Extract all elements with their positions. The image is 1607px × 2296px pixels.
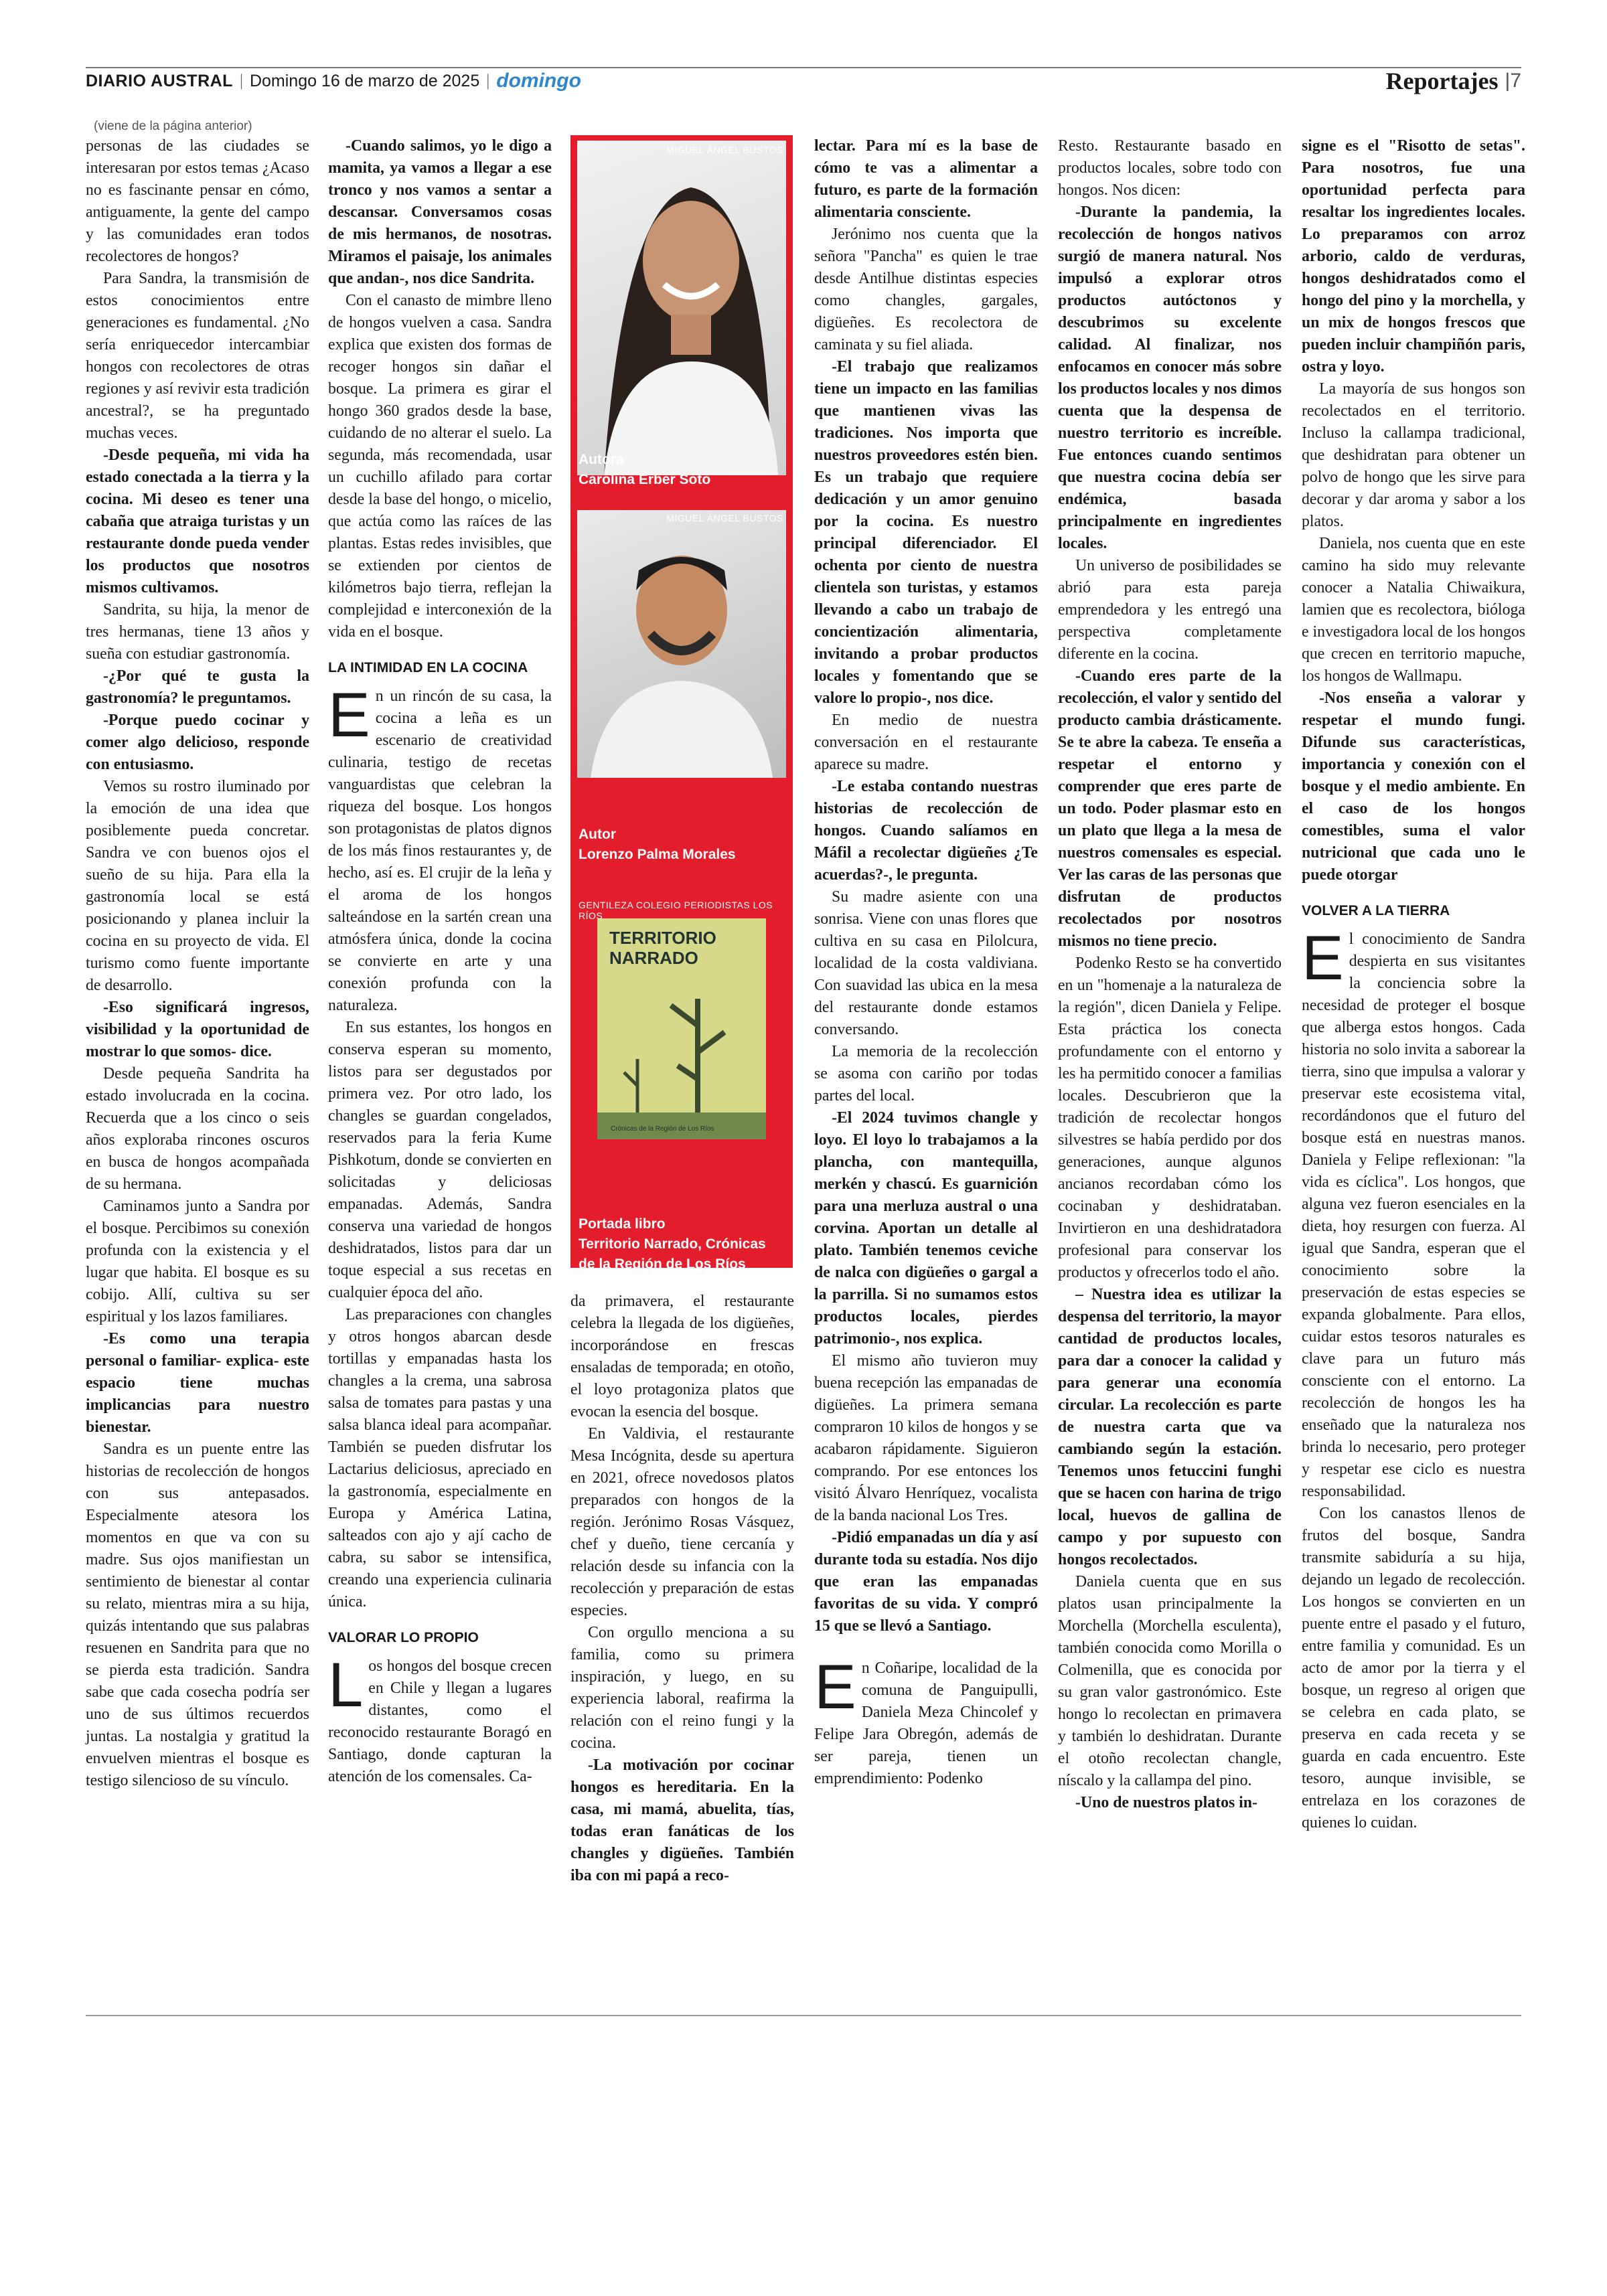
issue-date: Domingo 16 de marzo de 2025	[249, 71, 480, 90]
paragraph-with-dropcap: En Coñaripe, localidad de la comuna de Panguipulli, Daniela Meza Chincolef y Felipe Jara Obregón, además de ser pareja, tienen un emprendimiento: Podenko	[814, 1651, 1038, 1787]
paragraph: personas de las ciudades se interesaran por estos temas ¿Acaso no es fascinante pensar en cómo, antiguamente, la gente del campo y las comunidades eran todos recolectores de hongos?	[86, 137, 309, 265]
paragraph: Daniela cuenta que en sus platos usan principalmente la Morchella (Morchella esculenta), también conocida como Morilla o Colmenilla, que es conocida por su gran valor gastronómico. Este hongo lo recolectan en primavera y también lo deshidratan. Durante el otoño recolectan changle, níscalo y la callampa del pino.	[1058, 1573, 1282, 1789]
section-heading: VALORAR LO PROPIO	[328, 1630, 479, 1645]
paragraph: Jerónimo nos cuenta que la señora "Pancha" es quien le trae desde Antilhue distintas especies como changles, gargales, digüeñes. Es recolectora de caminata y su fiel aliada.	[814, 226, 1038, 353]
paragraph-with-dropcap: En un rincón de su casa, la cocina a leña es un escenario de creatividad culinaria, testigo de recetas vanguardistas que celebran la riqueza del bosque. Los hongos son protagonistas de platos dignos de los más finos restaurantes y, de hecho, así es. El crujir de la leña y el aroma de los hongos salteándose en la sartén crean una atmósfera única, donde la cocina se convierte en arte y una conexión profunda con la naturaleza.	[328, 679, 552, 1014]
page-number: |7	[1505, 70, 1521, 92]
paragraph-with-dropcap: Los hongos del bosque crecen en Chile y llegan a lugares distantes, como el reconocido restaurante Boragó en Santiago, donde capturan la atención de los comensales. Ca-	[328, 1649, 552, 1785]
paragraph: En Valdivia, el restaurante Mesa Incógnita, desde su apertura en 2021, ofrece novedosos platos preparados con hongos de la región. Jerónimo Rosas Vásquez, chef y dueño, tiene cercanía y relación desde su infancia con la recolección y preparación de estas especies.	[570, 1425, 794, 1619]
drop-cap: E	[328, 679, 370, 750]
header-rule	[86, 67, 1521, 68]
paragraph: Sandra es un puente entre las historias de recolección de hongos con sus antepasados. Especialmente atesora los momentos en que va con su madre. Sus ojos manifiestan un sentimiento de bienestar al contar su relato, mientras mira a su hija, quizás intentando que sus palabras resuenen en Sandrita para que no se pierda esta tradición. Sandra sabe que cada cosecha podría ser uno de sus últimos recuerdos juntas. La nostalgia y gratitud la envuelven mientras el bosque es testigo silencioso de su vínculo.	[86, 1441, 309, 1789]
article-column-4	[814, 135, 1038, 1790]
drop-cap: L	[328, 1649, 364, 1720]
masthead	[86, 70, 581, 92]
paragraph: Las preparaciones con changles y otros hongos abarcan desde tortillas y empanadas hasta los changles a la crema, una sabrosa salsa de tomates para pastas y una salsa blanca ideal para acompañar. También se pueden disfrutar los Lactarius deliciosus, apreciado en la gastronomía, especialmente en Europa y América Latina, salteados con ajo y ají cacho de cabra, su sabor se intensifica, creando una experiencia culinaria única.	[328, 1306, 552, 1611]
paragraph: Su madre asiente con una sonrisa. Viene con unas flores que cultiva en su casa en Pilolcura, localidad de la costa valdiviana. Con suavidad las ubica en la mesa del restaurante donde estamos conversando.	[814, 888, 1038, 1038]
quote-paragraph: – Nuestra idea es utilizar la despensa del territorio, la mayor cantidad de productos locales, para dar a conocer la calidad y para generar una economía circular. La recolección es parte de nuestra carta que va cambiando según la estación. Tenemos unos fetuccini funghi que se hacen con harina de trigo local, huevos de gallina de campo y por supuesto con hongos recolectados.	[1058, 1286, 1282, 1568]
caption-book: Portada libro Territorio Narrado, Crónicas de la Región de Los Ríos	[579, 1216, 766, 1272]
quote-paragraph: -Desde pequeña, mi vida ha estado conectada a la tierra y la cocina. Mi deseo es tener una cabaña que atraiga turistas y un restaurante donde pueda vender los productos que nosotros mismos cultivamos.	[86, 446, 309, 596]
paragraph: Sandrita, su hija, la menor de tres hermanas, tiene 13 años y sueña con estudiar gastronomía.	[86, 601, 309, 663]
paragraph: Resto. Restaurante basado en productos locales, sobre todo con hongos. Nos dicen:	[1058, 137, 1282, 199]
article-column-3	[570, 1291, 794, 1887]
quote-paragraph: -¿Por qué te gusta la gastronomía? le preguntamos.	[86, 667, 309, 707]
quote-paragraph: -Cuando eres parte de la recolección, el valor y sentido del producto cambia drásticamente. Se te abre la cabeza. Te enseña a respetar el entorno y comprender que eres parte de un todo. Poder plasmar esto en un plato que llega a la mesa de nuestros comensales es especial. Ver las caras de las personas que disfrutan de productos recolectados por nosotros mismos no tiene precio.	[1058, 667, 1282, 950]
quote-paragraph: lectar. Para mí es la base de cómo te vas a alimentar a futuro, es parte de la formación alimentaria consciente.	[814, 137, 1038, 221]
paragraph: Caminamos junto a Sandra por el bosque. Percibimos su conexión profunda con la existencia y el lugar que habita. El bosque es su cobijo. Allí, cultiva su ser espiritual y los lazos familiares.	[86, 1198, 309, 1325]
separator: |	[239, 72, 243, 90]
quote-paragraph: -Eso significará ingresos, visibilidad y la oportunidad de mostrar lo que somos- dice.	[86, 999, 309, 1060]
paper-name: DIARIO AUSTRAL	[86, 71, 233, 90]
quote-paragraph: -Uno de nuestros platos in-	[1075, 1794, 1257, 1811]
quote-paragraph: -Es como una terapia personal o familiar- explica- este espacio tiene muchas implicancias para nuestro bienestar.	[86, 1330, 309, 1436]
paragraph: Vemos su rostro iluminado por la emoción de una idea que posiblemente pueda concretar. Sandra ve con buenos ojos el sueño de su hija. Para ella la gastronomía local se está posicionando y planea incluir la cocina en su proyecto de vida. El turismo como fuente importante de desarrollo.	[86, 778, 309, 994]
article-column-5	[1058, 135, 1282, 1814]
drop-cap: E	[1302, 922, 1344, 993]
paragraph: Desde pequeña Sandrita ha estado involucrada en la cocina. Recuerda que a los cinco o seis años exploraba rincones oscuros en busca de hongos acompañada de su hermana.	[86, 1065, 309, 1193]
paragraph: Podenko Resto se ha convertido en un "homenaje a la naturaleza de la región", dicen Daniela y Felipe. Esta práctica los conecta profundamente con el entorno y les ha permitido conocer a familias locales. Descubrieron que la tradición de recolectar hongos silvestres se había perdido por dos generaciones, aunque algunos ancianos recordaban cómo los cocinaban y deshidrataban. Invirtieron en una deshidratadora profesional para conservar los productos y ofrecerlos todo el año.	[1058, 955, 1282, 1281]
section-heading: LA INTIMIDAD EN LA COCINA	[328, 660, 528, 675]
page-category	[1386, 67, 1521, 95]
quote-paragraph: -Cuando salimos, yo le digo a mamita, ya vamos a llegar a ese tronco y nos vamos a sentar a descansar. Conversamos cosas de mis hermanos, de nosotras. Miramos el paisaje, los animales que andan-, nos dice Sandrita.	[328, 137, 552, 287]
paragraph: La memoria de la recolección se asoma con cariño por todas partes del local.	[814, 1043, 1038, 1104]
quote-paragraph: -Le estaba contando nuestras historias de recolección de hongos. Cuando salíamos en Máfil a recolectar digüeñes ¿Te acuerdas?-, le pregunta.	[814, 778, 1038, 884]
photo-panel	[570, 135, 793, 1272]
quote-paragraph: signe es el "Risotto de setas". Para nosotros, fue una oportunidad perfecta para resaltar los ingredientes locales. Lo preparamos con arroz arborio, caldo de verduras, hongos deshidratados como el hongo del pino y la morchella, y un mix de hongos frescos que pueden incluir champiñón paris, ostra y loyo.	[1302, 137, 1525, 376]
book-subtitle: Crónicas de la Región de Los Ríos	[611, 1125, 714, 1133]
paragraph: Daniela, nos cuenta que en este camino ha sido muy relevante conocer a Natalia Chiwaikura, lamien que es recolectora, bióloga e investigadora local de los hongos que crecen en territorio mapuche, los hongos de Wallmapu.	[1302, 535, 1525, 685]
article-column-2	[328, 135, 552, 1788]
footer-rule	[86, 2015, 1521, 2016]
quote-paragraph: -El trabajo que realizamos tiene un impacto en las familias que mantienen vivas las tradiciones. Nos importa que nuestros proveedores estén bien. Es un trabajo que requiere dedicación y un amor genuino por la cocina. Es nuestro principal diferenciador. El ochenta por ciento de nuestra clientela son turistas, y estamos llevando a cabo un trabajo de concientización alimentaria, invitando a probar productos locales y fomentando que se valore lo propio-, nos dice.	[814, 358, 1038, 707]
quote-paragraph: -Nos enseña a valorar y respetar el mundo fungi. Difunde sus características, importancia y conexión con el bosque y el medio ambiente. En el caso de los hongos comestibles, suma el valor nutricional que cada uno le puede otorgar	[1302, 689, 1525, 884]
quote-paragraph: -Pidió empanadas un día y así durante toda su estadía. Nos dijo que eran las empanadas favoritas de su vida. Y compró 15 que se llevó a Santiago.	[814, 1529, 1038, 1635]
continued-note: (viene de la página anterior)	[94, 119, 252, 133]
drop-cap: E	[814, 1651, 856, 1722]
caption-author-1: Autora Carolina Erber Soto	[579, 452, 711, 487]
woman-portrait-icon	[577, 141, 786, 475]
man-portrait-icon	[577, 510, 786, 778]
paragraph-with-dropcap: El conocimiento de Sandra despierta en sus visitantes la conciencia sobre la necesidad de proteger el bosque que alberga estos hongos. Cada historia no solo invita a saborear la tierra, sino que impulsa a valorar y preservar este ecosistema vital, recordándonos que el futuro del bosque está en nuestras manos. Daniela y Felipe reflexionan: "la vida es cíclica". Los hongos, que alguna vez fueron esenciales en la dieta, hoy resurgen con fuerza. Al igual que Sandra, esperan que el conocimiento sobre la preservación de estas especies se expanda globalmente. Para ellos, cuidar estos tesoros naturales es clave para un futuro más consciente con el entorno. La recolección de hongos les ha enseñado que la naturaleza nos brinda lo necesario, pero proteger y respetar ese ciclo es nuestra responsabilidad.	[1302, 922, 1525, 1500]
category-label: Reportajes	[1385, 68, 1499, 94]
quote-paragraph: -Durante la pandemia, la recolección de hongos nativos surgió de manera natural. Nos impulsó a explorar otros productos autóctonos y descubrimos su excelente calidad. Al finalizar, nos enfocamos en conocer más sobre los productos locales y nos dimos cuenta que la despensa de nuestro territorio es increíble. Fue entonces cuando sentimos que nuestra cocina debía ser endémica, basada principalmente en ingredientes locales.	[1058, 203, 1282, 552]
author-photo-2	[577, 510, 786, 778]
paragraph: El mismo año tuvieron muy buena recepción las empanadas de digüeñes. La primera semana compraron 10 kilos de hongos y se acabaron rápidamente. Siguieron comprando. Por ese entonces los visitó Álvaro Henríquez, vocalista de la banda nacional Los Tres.	[814, 1352, 1038, 1524]
section-heading: VOLVER A LA TIERRA	[1302, 903, 1450, 918]
separator: |	[486, 72, 490, 90]
book-cover-image	[597, 918, 766, 1139]
author-photo-1	[577, 141, 786, 475]
quote-paragraph: -Porque puedo cocinar y comer algo delicioso, responde con entusiasmo.	[86, 712, 309, 773]
book-credit: GENTILEZA COLEGIO PERIODISTAS LOS RÍOS	[579, 900, 773, 921]
paragraph: da primavera, el restaurante celebra la llegada de los digüeñes, incorporándose en frescas ensaladas de temporada; en otoño, el loyo protagoniza platos que evocan la esencia del bosque.	[570, 1293, 794, 1420]
paragraph: Para Sandra, la transmisión de estos conocimientos entre generaciones es fundamental. ¿No sería enriquecedor intercambiar hongos con recolectores de otras regiones y así revivir esta tradición ancestral?, se ha preguntado muchas veces.	[86, 270, 309, 442]
paragraph: En sus estantes, los hongos en conserva esperan su momento, listos para ser degustados por primera vez. Por otro lado, los changles se guardan congelados, reservados para la feria Kume Pishkotum, donde se convierten en solicitadas y deliciosas empanadas. Además, Sandra conserva una variedad de hongos deshidratados, listos para dar un toque especial a sus recetas en cualquier época del año.	[328, 1019, 552, 1301]
article-column-6	[1302, 135, 1525, 1834]
section-name: domingo	[496, 70, 581, 92]
photo-credit: MIGUEL ÁNGEL BUSTOS	[666, 145, 783, 155]
paragraph: Con los canastos llenos de frutos del bosque, Sandra transmite sabiduría a su hija, dejando un legado de recolección. Los hongos se convierten en un puente entre el pasado y el futuro, entre familia y comunidad. Es un acto de amor por la tierra y el bosque, un regreso al origen que se celebra en cada plato, se preserva en cada receta y se guarda en cada encuentro. Este tesoro, aunque invisible, se entrelaza en los corazones de quienes lo cuidan.	[1302, 1505, 1525, 1831]
quote-paragraph: -El 2024 tuvimos changle y loyo. El loyo lo trabajamos a la plancha, con mantequilla, merkén y chascú. Es guarnición para una merluza austral o una corvina. Aportan un detalle al plato. También tenemos ceviche de nalca con digüeñes o gargal a la parrilla. Si no sumamos estos productos locales, pierdes patrimonio-, nos explica.	[814, 1109, 1038, 1347]
paragraph: Un universo de posibilidades se abrió para esta pareja emprendedora y les entregó una perspectiva completamente diferente en la cocina.	[1058, 557, 1282, 663]
article-column-1	[86, 135, 309, 1792]
book-title: TERRITORIO NARRADO	[609, 928, 716, 968]
photo-credit: MIGUEL ÁNGEL BUSTOS	[666, 513, 783, 523]
paragraph: En medio de nuestra conversación en el restaurante aparece su madre.	[814, 712, 1038, 773]
paragraph: La mayoría de sus hongos son recolectados en el territorio. Incluso la callampa tradicional, que deshidratan para obtener un polvo de hongo que les sirve para decorar y dar aroma y sabor a los platos.	[1302, 380, 1525, 530]
paragraph: Con orgullo menciona a su familia, como su primera inspiración, y luego, en su experiencia laboral, reafirma la relación con el reino fungi y la cocina.	[570, 1624, 794, 1752]
quote-paragraph: -La motivación por cocinar hongos es hereditaria. En la casa, mi mamá, abuelita, tías, todas eran fanáticas de los changles y digüeñes. También iba con mi papá a reco-	[570, 1756, 794, 1884]
tree-illustration-icon	[597, 918, 766, 1139]
caption-author-2: Autor Lorenzo Palma Morales	[579, 827, 736, 862]
paragraph: Con el canasto de mimbre lleno de hongos vuelven a casa. Sandra explica que existen dos formas de recoger hongos sin dañar el bosque. La primera es girar el hongo 360 grados desde la base, cuidando de no alterar el suelo. La segunda, más recomendada, usar un cuchillo afilado para cortar desde la base del hongo, o micelio, que actúa como las raíces de las plantas. Estas redes invisibles, que se extienden por cientos de kilómetros bajo tierra, reflejan la complejidad e interconexión de la vida en el bosque.	[328, 292, 552, 641]
